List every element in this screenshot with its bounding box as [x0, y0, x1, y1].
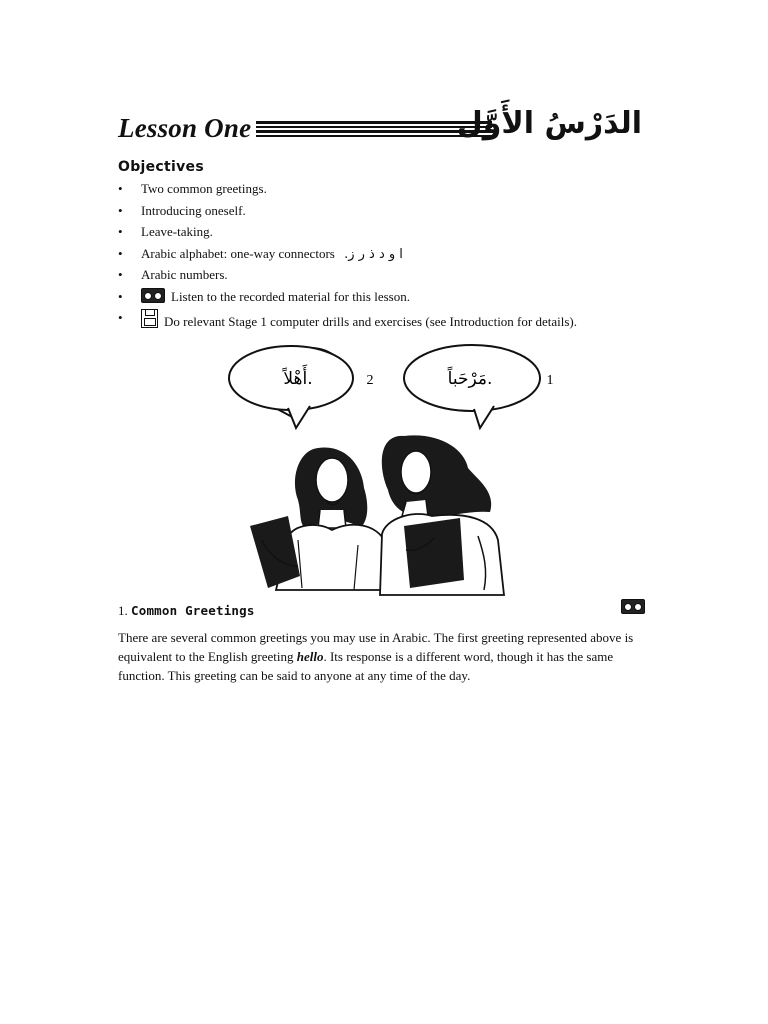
bullet: •: [118, 224, 123, 239]
paragraph-text: There are several common greetings you may use in Arabic. The first greeting represented above is equivalent to the English greeting: [118, 630, 634, 664]
woman-right-drawing: [380, 435, 504, 595]
paragraph-emphasis: hello: [296, 649, 324, 664]
section-heading: [118, 603, 255, 619]
floppy-disk-icon: [141, 309, 158, 328]
objective-text: Arabic alphabet: one-way connectors: [141, 245, 335, 261]
lesson-title: Lesson One: [118, 113, 252, 143]
bubble-number: 1: [546, 373, 554, 388]
objective-text-line: [141, 309, 577, 330]
objective-text: Two common greetings.: [141, 181, 267, 196]
arabic-connectors: ا و د ذ ر ز.: [344, 246, 403, 262]
speech-bubble-right: [404, 345, 540, 428]
paragraph-text: . Its response is a different word, though it has the same function. This greeting can be said to anyone at any time of the day.: [118, 649, 614, 683]
bubble-arabic-text: أَهْلاً.: [283, 369, 313, 389]
objectives-heading: Objectives: [118, 159, 204, 175]
objective-text-line: [141, 288, 410, 305]
cassette-tape-icon: [621, 599, 645, 614]
woman-left-drawing: [250, 448, 392, 590]
section-number: 1.: [118, 603, 128, 618]
bubble-arabic-text: مَرْحَباً.: [447, 369, 493, 389]
speech-bubble-left: [229, 346, 353, 428]
objective-text-line: [141, 245, 403, 263]
bubble-number: 2: [366, 373, 374, 388]
bullet: •: [118, 202, 123, 218]
section-title: Common Greetings: [131, 603, 255, 618]
section-paragraph: [118, 628, 648, 685]
cassette-tape-icon: [141, 288, 165, 303]
greeting-illustration: [228, 340, 568, 600]
arabic-lesson-title: الدَرْسُ الأَوَّل: [456, 106, 642, 141]
bullet: •: [118, 181, 123, 196]
objective-text: Do relevant Stage 1 computer drills and exercises (see Introduction for details).: [164, 314, 577, 329]
bullet: •: [118, 288, 123, 304]
objective-text: Leave-taking.: [141, 224, 213, 239]
bullet: •: [118, 245, 123, 261]
bullet: •: [118, 267, 123, 282]
objective-text: Listen to the recorded material for this lesson.: [171, 288, 410, 304]
bullet: •: [118, 310, 123, 325]
objective-text: Arabic numbers.: [141, 267, 228, 282]
objective-text: Introducing oneself.: [141, 202, 246, 218]
